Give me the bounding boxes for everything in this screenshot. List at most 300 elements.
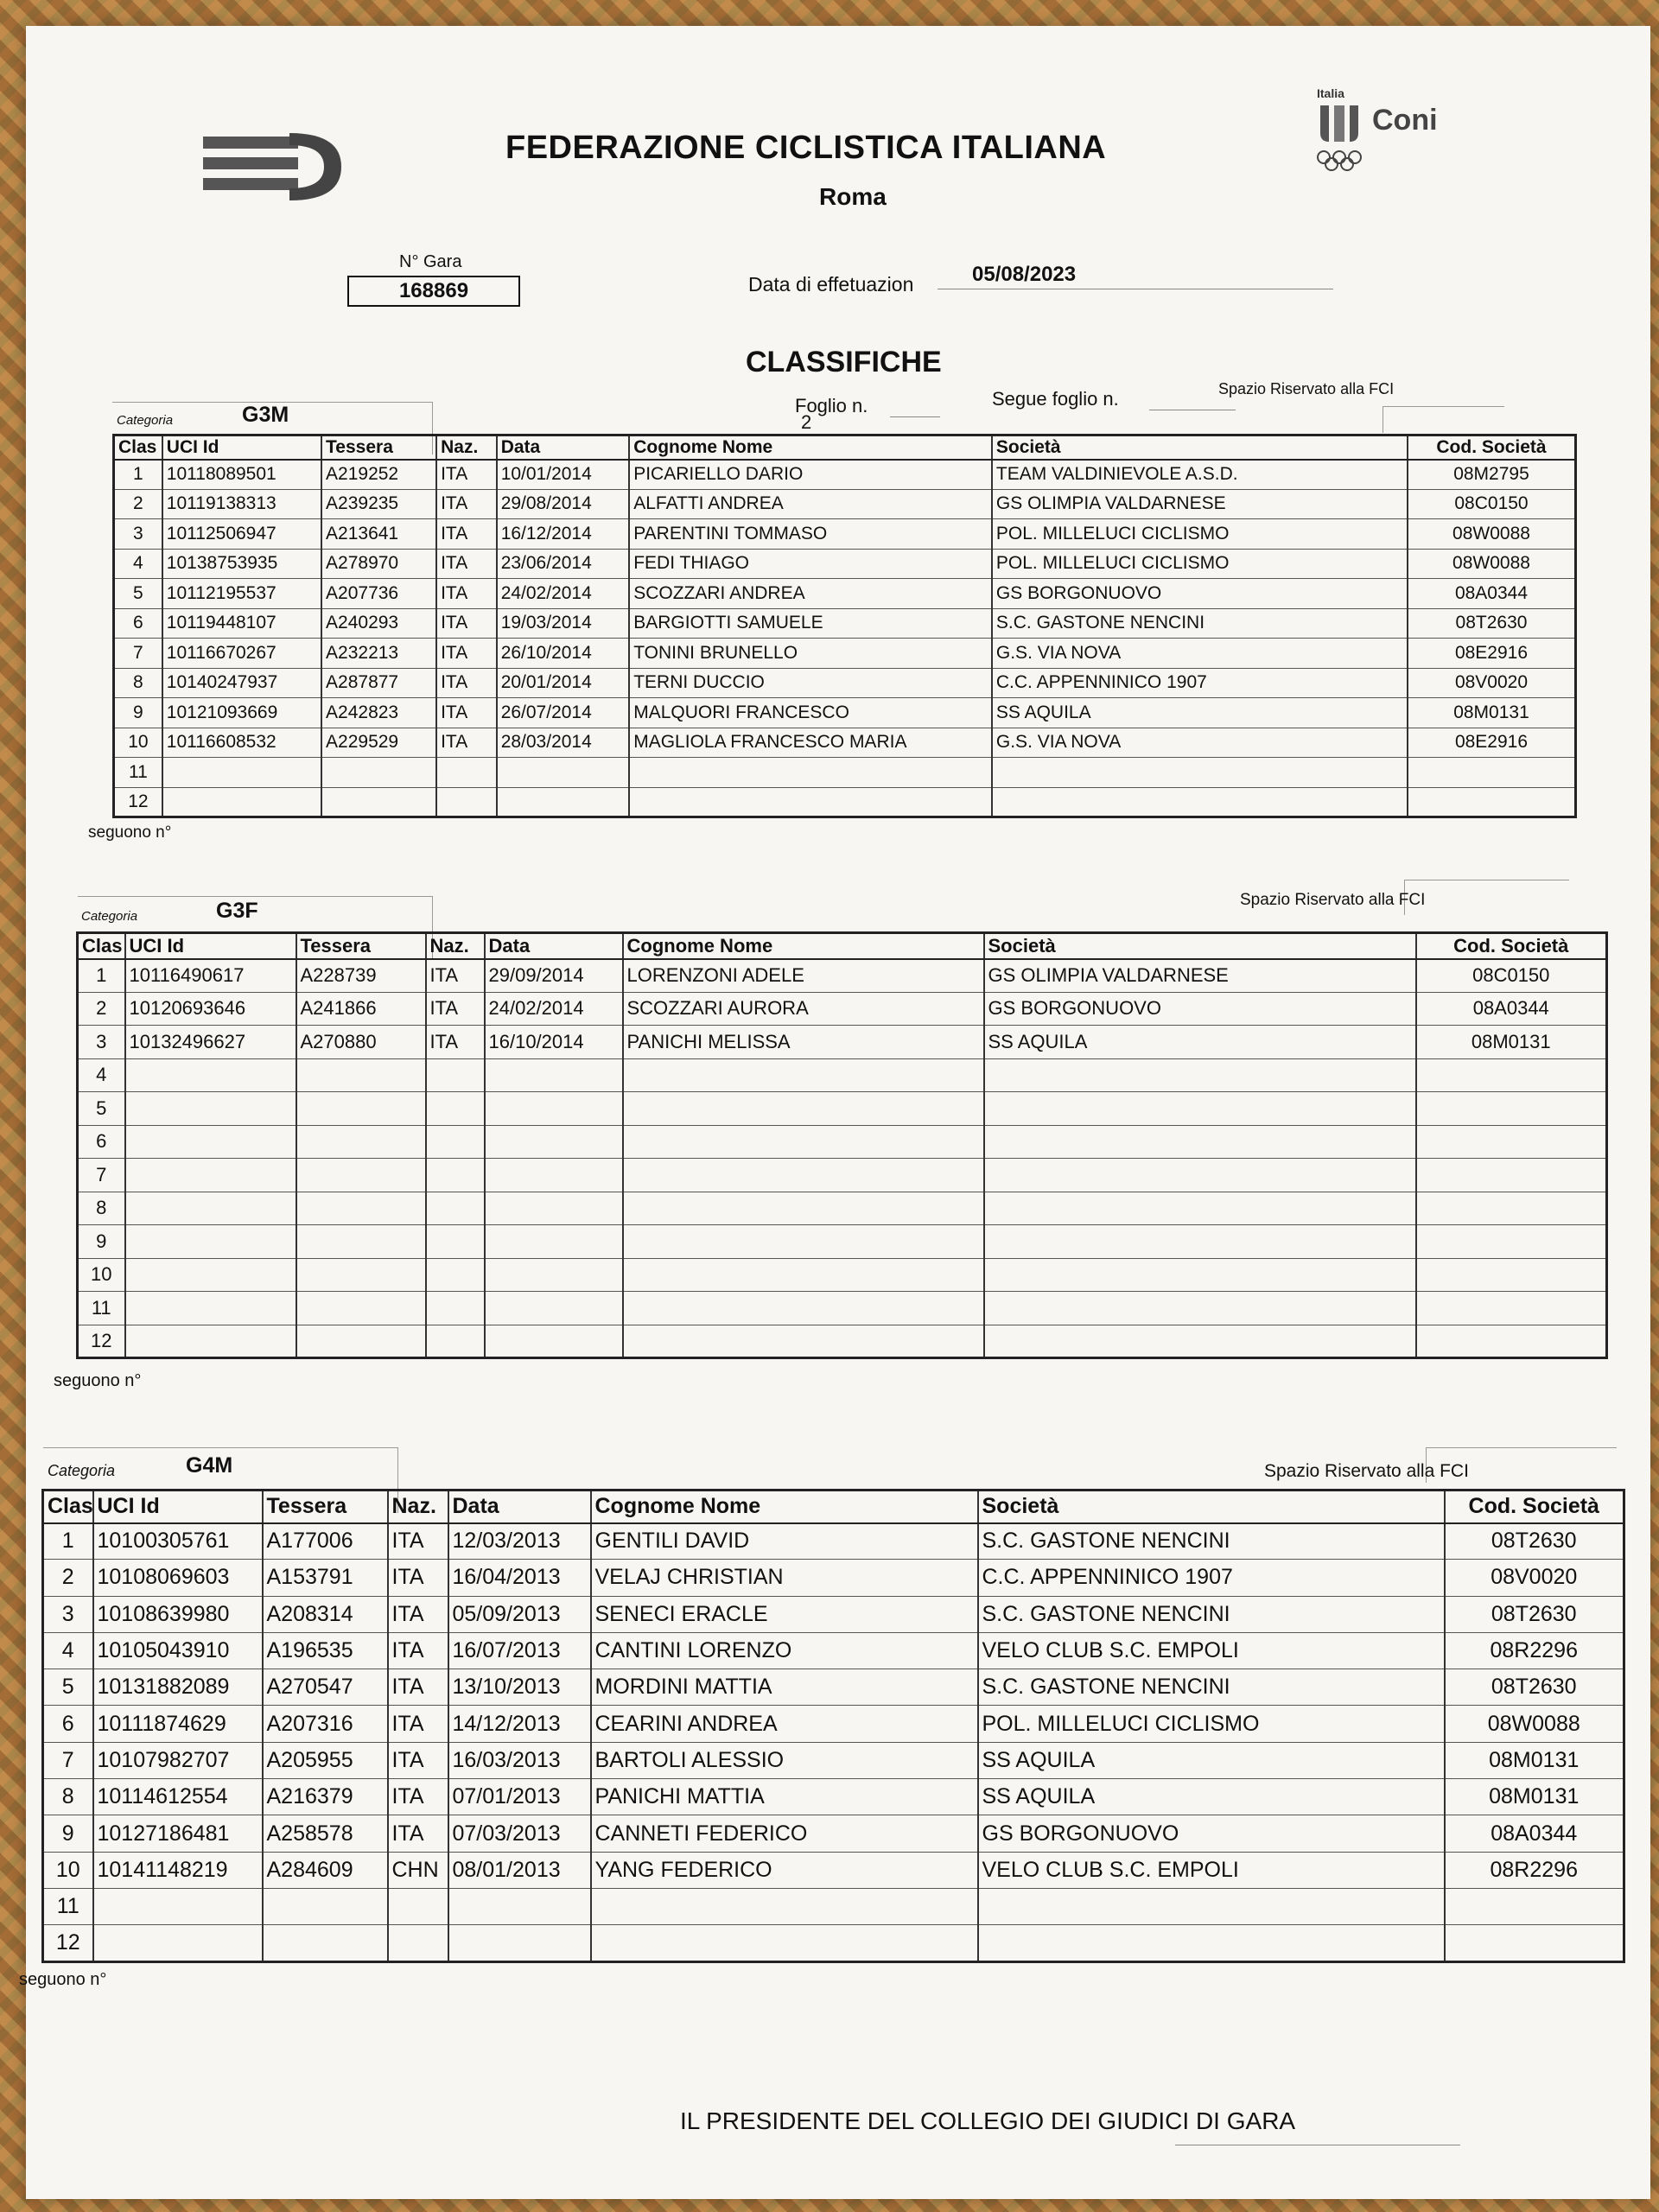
cell-uci-id: 10116670267 — [162, 639, 321, 669]
table-row — [43, 1596, 1624, 1632]
seguono-label: seguono n° — [19, 1970, 107, 1989]
cell-cod-societa — [1408, 758, 1576, 788]
cell-uci-id: 10138753935 — [162, 549, 321, 579]
cell-naz — [426, 1225, 485, 1259]
cell-naz: ITA — [388, 1742, 448, 1778]
column-header-tessera: Tessera — [263, 1491, 388, 1523]
cell-cognome-nome — [623, 1159, 984, 1192]
cell-societa — [978, 1925, 1445, 1961]
cell-cognome-nome — [623, 1225, 984, 1259]
coni-italia-text: Italia — [1317, 86, 1344, 100]
cell-data — [485, 1125, 623, 1159]
cell-societa: GS BORGONUOVO — [984, 992, 1416, 1026]
cell-uci-id — [125, 1159, 296, 1192]
cell-tessera: A270547 — [263, 1669, 388, 1706]
cell-societa: S.C. GASTONE NENCINI — [992, 608, 1408, 639]
cell-societa: GS OLIMPIA VALDARNESE — [984, 959, 1416, 993]
cell-cognome-nome: TONINI BRUNELLO — [629, 639, 992, 669]
cell-data: 29/09/2014 — [485, 959, 623, 993]
cell-naz: ITA — [388, 1560, 448, 1596]
cell-naz: ITA — [436, 579, 497, 609]
cell-data: 24/02/2014 — [485, 992, 623, 1026]
cell-data — [485, 1192, 623, 1225]
cell-uci-id: 10132496627 — [125, 1026, 296, 1059]
fci-box — [1382, 406, 1504, 433]
cell-clas: 7 — [43, 1742, 93, 1778]
fci-logo-icon — [194, 128, 346, 206]
column-header-societa: Società — [978, 1491, 1445, 1523]
table-row — [43, 1706, 1624, 1742]
table-row — [43, 1925, 1624, 1961]
cell-data: 20/01/2014 — [497, 668, 630, 698]
cell-uci-id — [125, 1192, 296, 1225]
cell-cod-societa: 08V0020 — [1445, 1560, 1624, 1596]
cell-societa: GS BORGONUOVO — [992, 579, 1408, 609]
cell-clas: 12 — [114, 787, 162, 817]
cell-cognome-nome — [591, 1888, 978, 1924]
cell-societa — [992, 787, 1408, 817]
cell-societa: S.C. GASTONE NENCINI — [978, 1596, 1445, 1632]
cell-cognome-nome: ALFATTI ANDREA — [629, 489, 992, 519]
cell-clas: 6 — [43, 1706, 93, 1742]
cell-cod-societa: 08A0344 — [1445, 1815, 1624, 1852]
cell-cognome-nome — [591, 1925, 978, 1961]
cell-cognome-nome — [629, 787, 992, 817]
cell-tessera — [296, 1325, 426, 1358]
cell-tessera: A232213 — [321, 639, 436, 669]
column-header-data: Data — [448, 1491, 591, 1523]
cell-cod-societa: 08T2630 — [1445, 1523, 1624, 1560]
cell-uci-id — [125, 1092, 296, 1126]
cell-clas: 9 — [78, 1225, 125, 1259]
cell-societa: TEAM VALDINIEVOLE A.S.D. — [992, 460, 1408, 490]
cell-cognome-nome: MALQUORI FRANCESCO — [629, 698, 992, 728]
cell-clas: 4 — [114, 549, 162, 579]
cell-cod-societa: 08A0344 — [1416, 992, 1607, 1026]
cell-naz: CHN — [388, 1852, 448, 1888]
column-header-naz: Naz. — [426, 933, 485, 959]
cell-cognome-nome — [623, 1092, 984, 1126]
cell-uci-id: 10141148219 — [93, 1852, 263, 1888]
cell-tessera — [296, 1292, 426, 1325]
cell-naz — [426, 1058, 485, 1092]
cell-clas: 2 — [114, 489, 162, 519]
cell-tessera: A240293 — [321, 608, 436, 639]
cell-tessera: A239235 — [321, 489, 436, 519]
cell-clas: 4 — [78, 1058, 125, 1092]
cell-clas: 8 — [114, 668, 162, 698]
cell-uci-id — [93, 1888, 263, 1924]
cell-data: 12/03/2013 — [448, 1523, 591, 1560]
table-row — [114, 728, 1576, 758]
cell-tessera: A284609 — [263, 1852, 388, 1888]
cell-clas: 5 — [78, 1092, 125, 1126]
cell-data: 16/03/2013 — [448, 1742, 591, 1778]
table-row — [78, 1092, 1607, 1126]
cell-data: 26/10/2014 — [497, 639, 630, 669]
table-row — [114, 460, 1576, 490]
cell-tessera — [321, 787, 436, 817]
cell-cod-societa — [1416, 1225, 1607, 1259]
cell-tessera: A205955 — [263, 1742, 388, 1778]
cell-societa: C.C. APPENNINICO 1907 — [992, 668, 1408, 698]
cell-clas: 7 — [78, 1159, 125, 1192]
cell-data: 05/09/2013 — [448, 1596, 591, 1632]
cell-cognome-nome: CANNETI FEDERICO — [591, 1815, 978, 1852]
cell-societa: VELO CLUB S.C. EMPOLI — [978, 1852, 1445, 1888]
cell-uci-id: 10118089501 — [162, 460, 321, 490]
sheet-number-line — [890, 416, 940, 417]
cell-tessera: A241866 — [296, 992, 426, 1026]
cell-cod-societa: 08M0131 — [1408, 698, 1576, 728]
cell-cod-societa — [1416, 1058, 1607, 1092]
cell-data: 24/02/2014 — [497, 579, 630, 609]
cell-clas: 10 — [78, 1258, 125, 1292]
cell-data: 08/01/2013 — [448, 1852, 591, 1888]
results-table-g3m — [112, 434, 1577, 818]
cell-societa: VELO CLUB S.C. EMPOLI — [978, 1632, 1445, 1669]
gara-label: N° Gara — [399, 252, 462, 271]
cell-naz — [426, 1125, 485, 1159]
cell-societa — [984, 1092, 1416, 1126]
cell-clas: 10 — [43, 1852, 93, 1888]
coni-logo — [1313, 86, 1478, 181]
table-row — [43, 1742, 1624, 1778]
cell-cod-societa: 08C0150 — [1416, 959, 1607, 993]
cell-naz: ITA — [426, 1026, 485, 1059]
cell-cod-societa: 08M0131 — [1445, 1742, 1624, 1778]
cell-uci-id — [125, 1258, 296, 1292]
cell-clas: 12 — [78, 1325, 125, 1358]
cell-tessera: A287877 — [321, 668, 436, 698]
cell-cognome-nome: MORDINI MATTIA — [591, 1669, 978, 1706]
cell-clas: 7 — [114, 639, 162, 669]
cell-naz — [426, 1192, 485, 1225]
cell-cod-societa — [1445, 1888, 1624, 1924]
fci-box — [1404, 880, 1569, 915]
cell-clas: 2 — [43, 1560, 93, 1596]
cell-cod-societa — [1416, 1258, 1607, 1292]
column-header-cod-societa: Cod. Società — [1408, 435, 1576, 460]
cell-data — [497, 758, 630, 788]
cell-uci-id — [125, 1325, 296, 1358]
cell-naz: ITA — [436, 489, 497, 519]
column-header-clas: Clas — [43, 1491, 93, 1523]
cell-societa: G.S. VIA NOVA — [992, 639, 1408, 669]
cell-uci-id: 10114612554 — [93, 1779, 263, 1815]
cell-cod-societa — [1416, 1092, 1607, 1126]
cell-cognome-nome — [623, 1325, 984, 1358]
cell-naz — [388, 1925, 448, 1961]
category-label: Categoria — [117, 413, 174, 428]
table-row — [78, 1225, 1607, 1259]
cell-naz: ITA — [426, 959, 485, 993]
cell-cognome-nome — [629, 758, 992, 788]
table-header-row — [43, 1491, 1624, 1523]
cell-cod-societa: 08A0344 — [1408, 579, 1576, 609]
cell-cod-societa: 08T2630 — [1445, 1669, 1624, 1706]
table-row — [43, 1888, 1624, 1924]
cell-data: 19/03/2014 — [497, 608, 630, 639]
cell-clas: 4 — [43, 1632, 93, 1669]
cell-uci-id: 10116608532 — [162, 728, 321, 758]
table-row — [78, 992, 1607, 1026]
cell-data: 16/07/2013 — [448, 1632, 591, 1669]
cell-societa: POL. MILLELUCI CICLISMO — [992, 519, 1408, 550]
cell-data: 23/06/2014 — [497, 549, 630, 579]
cell-cognome-nome: CANTINI LORENZO — [591, 1632, 978, 1669]
cell-tessera: A242823 — [321, 698, 436, 728]
table-header-row — [114, 435, 1576, 460]
cell-cod-societa — [1408, 787, 1576, 817]
cell-societa: C.C. APPENNINICO 1907 — [978, 1560, 1445, 1596]
cell-uci-id — [93, 1925, 263, 1961]
cell-societa — [984, 1058, 1416, 1092]
cell-clas: 3 — [114, 519, 162, 550]
column-header-uci-id: UCI Id — [162, 435, 321, 460]
cell-data — [448, 1925, 591, 1961]
cell-cognome-nome: FEDI THIAGO — [629, 549, 992, 579]
cell-cod-societa — [1416, 1325, 1607, 1358]
cell-cod-societa — [1416, 1292, 1607, 1325]
coni-name: Coni — [1372, 104, 1438, 137]
results-table-g3f — [76, 931, 1608, 1359]
cell-uci-id: 10112195537 — [162, 579, 321, 609]
cell-data — [448, 1888, 591, 1924]
cell-naz — [426, 1325, 485, 1358]
cell-societa: G.S. VIA NOVA — [992, 728, 1408, 758]
cell-uci-id — [125, 1292, 296, 1325]
cell-cognome-nome: CEARINI ANDREA — [591, 1706, 978, 1742]
cell-cognome-nome — [623, 1125, 984, 1159]
cell-clas: 11 — [114, 758, 162, 788]
cell-tessera: A207316 — [263, 1706, 388, 1742]
cell-societa — [984, 1159, 1416, 1192]
cell-clas: 3 — [43, 1596, 93, 1632]
cell-data: 16/04/2013 — [448, 1560, 591, 1596]
results-sheet — [19, 26, 1650, 2199]
cell-tessera — [296, 1058, 426, 1092]
cell-cognome-nome: TERNI DUCCIO — [629, 668, 992, 698]
cell-cod-societa: 08R2296 — [1445, 1632, 1624, 1669]
cell-naz: ITA — [388, 1815, 448, 1852]
cell-societa: SS AQUILA — [992, 698, 1408, 728]
cell-uci-id — [125, 1225, 296, 1259]
column-header-cod-societa: Cod. Società — [1416, 933, 1607, 959]
cell-data — [485, 1159, 623, 1192]
table-row — [78, 1258, 1607, 1292]
cell-clas: 1 — [114, 460, 162, 490]
cell-naz: ITA — [436, 460, 497, 490]
cell-naz: ITA — [388, 1632, 448, 1669]
cell-uci-id: 10116490617 — [125, 959, 296, 993]
cell-data — [485, 1058, 623, 1092]
cell-tessera — [263, 1888, 388, 1924]
column-header-uci-id: UCI Id — [93, 1491, 263, 1523]
reserved-fci-label: Spazio Riservato alla FCI — [1218, 380, 1395, 397]
date-value: 05/08/2023 — [972, 263, 1077, 286]
cell-tessera: A270880 — [296, 1026, 426, 1059]
category-label: Categoria — [48, 1462, 116, 1479]
cell-data — [497, 787, 630, 817]
cell-uci-id: 10112506947 — [162, 519, 321, 550]
cell-uci-id — [125, 1125, 296, 1159]
cell-clas: 8 — [78, 1192, 125, 1225]
cell-uci-id: 10107982707 — [93, 1742, 263, 1778]
table-row — [78, 1125, 1607, 1159]
cell-cognome-nome: GENTILI DAVID — [591, 1523, 978, 1560]
cell-data — [485, 1092, 623, 1126]
cell-data: 16/12/2014 — [497, 519, 630, 550]
cell-naz: ITA — [426, 992, 485, 1026]
cell-clas: 1 — [78, 959, 125, 993]
cell-tessera: A208314 — [263, 1596, 388, 1632]
column-header-clas: Clas — [114, 435, 162, 460]
cell-data — [485, 1258, 623, 1292]
cell-naz: ITA — [436, 639, 497, 669]
cell-uci-id: 10121093669 — [162, 698, 321, 728]
cell-tessera: A196535 — [263, 1632, 388, 1669]
next-sheet-label: Segue foglio n. — [992, 388, 1119, 410]
president-signature-label: IL PRESIDENTE DEL COLLEGIO DEI GIUDICI DI GARA — [680, 2107, 1296, 2134]
page-title: CLASSIFICHE — [746, 346, 942, 378]
cell-cognome-nome: PANICHI MATTIA — [591, 1779, 978, 1815]
cell-cognome-nome: YANG FEDERICO — [591, 1852, 978, 1888]
cell-cod-societa: 08M0131 — [1416, 1026, 1607, 1059]
category-value: G4M — [186, 1453, 233, 1478]
cell-societa: S.C. GASTONE NENCINI — [978, 1669, 1445, 1706]
cell-cognome-nome: SCOZZARI ANDREA — [629, 579, 992, 609]
cell-cognome-nome: PICARIELLO DARIO — [629, 460, 992, 490]
cell-tessera: A216379 — [263, 1779, 388, 1815]
cell-naz: ITA — [388, 1706, 448, 1742]
cell-naz: ITA — [436, 549, 497, 579]
table-row — [78, 1192, 1607, 1225]
olympic-rings-icon — [1315, 149, 1367, 175]
cell-cod-societa: 08C0150 — [1408, 489, 1576, 519]
sheet-mark: 2 — [801, 411, 812, 433]
cell-naz: ITA — [436, 668, 497, 698]
cell-cod-societa — [1445, 1925, 1624, 1961]
cell-clas: 8 — [43, 1779, 93, 1815]
table-row — [78, 1292, 1607, 1325]
cell-cod-societa: 08E2916 — [1408, 639, 1576, 669]
cell-data: 10/01/2014 — [497, 460, 630, 490]
cell-tessera: A153791 — [263, 1560, 388, 1596]
cell-data: 16/10/2014 — [485, 1026, 623, 1059]
cell-cod-societa: 08V0020 — [1408, 668, 1576, 698]
cell-tessera — [296, 1159, 426, 1192]
column-header-cognome-nome: Cognome Nome — [623, 933, 984, 959]
cell-tessera — [263, 1925, 388, 1961]
cell-naz — [436, 758, 497, 788]
cell-tessera: A258578 — [263, 1815, 388, 1852]
cell-cognome-nome — [623, 1192, 984, 1225]
cell-tessera: A177006 — [263, 1523, 388, 1560]
table-row — [78, 1159, 1607, 1192]
cell-cod-societa: 08E2916 — [1408, 728, 1576, 758]
cell-cognome-nome: LORENZONI ADELE — [623, 959, 984, 993]
date-label: Data di effetuazion — [748, 273, 914, 296]
column-header-cod-societa: Cod. Società — [1445, 1491, 1624, 1523]
cell-naz: ITA — [436, 608, 497, 639]
cell-uci-id — [125, 1058, 296, 1092]
cell-cognome-nome: MAGLIOLA FRANCESCO MARIA — [629, 728, 992, 758]
cell-societa — [984, 1125, 1416, 1159]
cell-data: 29/08/2014 — [497, 489, 630, 519]
seguono-label: seguono n° — [54, 1371, 142, 1390]
cell-clas: 5 — [43, 1669, 93, 1706]
cell-cod-societa: 08T2630 — [1445, 1596, 1624, 1632]
table-row — [78, 959, 1607, 993]
cell-tessera — [296, 1192, 426, 1225]
cell-societa: SS AQUILA — [984, 1026, 1416, 1059]
table-row — [43, 1779, 1624, 1815]
cell-clas: 12 — [43, 1925, 93, 1961]
cell-cognome-nome: PANICHI MELISSA — [623, 1026, 984, 1059]
column-header-data: Data — [497, 435, 630, 460]
cell-cognome-nome — [623, 1292, 984, 1325]
cell-societa: POL. MILLELUCI CICLISMO — [978, 1706, 1445, 1742]
cell-societa — [984, 1258, 1416, 1292]
table-row — [114, 608, 1576, 639]
cell-data: 14/12/2013 — [448, 1706, 591, 1742]
cell-data: 07/03/2013 — [448, 1815, 591, 1852]
cell-data: 07/01/2013 — [448, 1779, 591, 1815]
federation-title: FEDERAZIONE CICLISTICA ITALIANA — [505, 130, 1107, 166]
cell-cod-societa — [1416, 1125, 1607, 1159]
table-row — [114, 579, 1576, 609]
results-table-g4m — [41, 1489, 1625, 1963]
coni-flag-icon — [1313, 102, 1365, 154]
cell-societa: SS AQUILA — [978, 1742, 1445, 1778]
cell-cod-societa: 08W0088 — [1445, 1706, 1624, 1742]
table-row — [78, 1325, 1607, 1358]
cell-data: 28/03/2014 — [497, 728, 630, 758]
cell-clas: 10 — [114, 728, 162, 758]
cell-clas: 3 — [78, 1026, 125, 1059]
table-row — [78, 1058, 1607, 1092]
cell-uci-id: 10131882089 — [93, 1669, 263, 1706]
cell-uci-id — [162, 758, 321, 788]
column-header-cognome-nome: Cognome Nome — [591, 1491, 978, 1523]
cell-clas: 5 — [114, 579, 162, 609]
cell-uci-id: 10100305761 — [93, 1523, 263, 1560]
cell-societa: GS OLIMPIA VALDARNESE — [992, 489, 1408, 519]
cell-tessera: A278970 — [321, 549, 436, 579]
cell-cognome-nome: SCOZZARI AURORA — [623, 992, 984, 1026]
cell-cognome-nome — [623, 1058, 984, 1092]
cell-cognome-nome — [623, 1258, 984, 1292]
cell-naz: ITA — [436, 698, 497, 728]
cell-clas: 2 — [78, 992, 125, 1026]
cell-societa — [984, 1292, 1416, 1325]
cell-naz — [426, 1258, 485, 1292]
cell-societa: GS BORGONUOVO — [978, 1815, 1445, 1852]
cell-societa: SS AQUILA — [978, 1779, 1445, 1815]
category-value: G3M — [242, 403, 289, 427]
cell-cod-societa: 08R2296 — [1445, 1852, 1624, 1888]
column-header-naz: Naz. — [388, 1491, 448, 1523]
table-row — [43, 1669, 1624, 1706]
cell-societa — [984, 1225, 1416, 1259]
column-header-tessera: Tessera — [321, 435, 436, 460]
cell-naz — [426, 1292, 485, 1325]
cell-naz — [426, 1092, 485, 1126]
column-header-cognome-nome: Cognome Nome — [629, 435, 992, 460]
cell-naz: ITA — [388, 1596, 448, 1632]
cell-clas: 9 — [43, 1815, 93, 1852]
